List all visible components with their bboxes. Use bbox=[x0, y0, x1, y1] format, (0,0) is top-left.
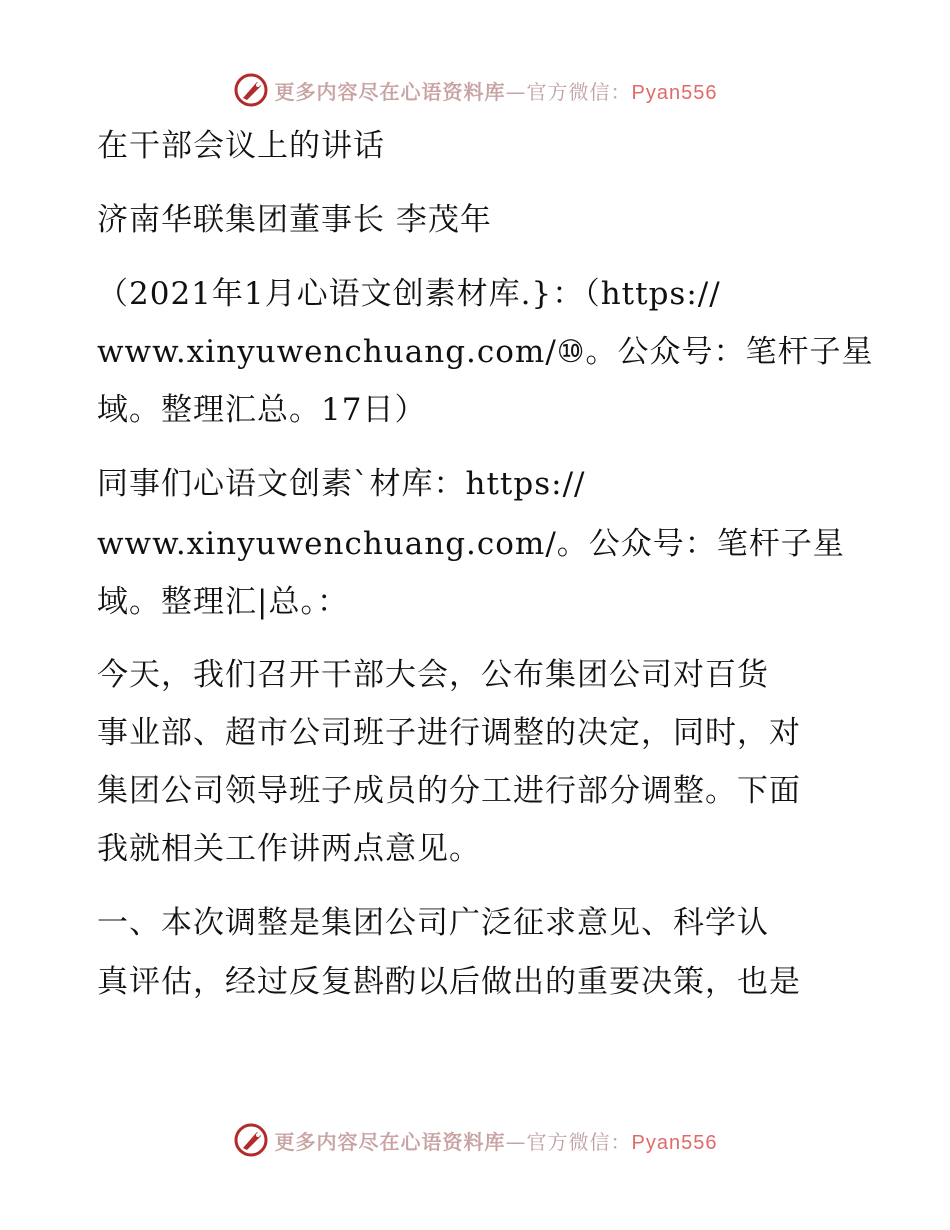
text-line: （2021年1月心语文创素材库.}：（https:// bbox=[97, 276, 721, 312]
text-line: www.xinyuwenchuang.com/⑩。公众号：笔杆子星 bbox=[97, 334, 874, 370]
document-title: 在干部会议上的讲话 bbox=[97, 128, 385, 164]
text-line: 域。整理汇总。17日） bbox=[97, 392, 427, 428]
text-line: 真评估，经过反复斟酌以后做出的重要决策，也是 bbox=[97, 964, 801, 1000]
text-line: 域。整理汇|总。： bbox=[97, 584, 349, 620]
watermark-text bbox=[275, 1126, 718, 1155]
footer-watermark bbox=[0, 1120, 950, 1160]
text-line: 集团公司领导班子成员的分工进行部分调整。下面 bbox=[97, 773, 801, 809]
text-line: 一、本次调整是集团公司广泛征求意见、科学认 bbox=[97, 905, 769, 941]
watermark-wechat-id: Pyan556 bbox=[631, 1131, 718, 1154]
pen-nib-icon bbox=[233, 1122, 269, 1158]
watermark-main: 更多内容尽在心语资料库 bbox=[274, 79, 506, 104]
text-line: 事业部、超市公司班子进行调整的决定，同时，对 bbox=[97, 715, 801, 751]
document-author: 济南华联集团董事长 李茂年 bbox=[97, 202, 492, 238]
watermark-wechat-id: Pyan556 bbox=[631, 81, 718, 104]
text-line: 今天，我们召开干部大会，公布集团公司对百货 bbox=[97, 657, 769, 693]
text-line: 同事们心语文创素`材库：https:// bbox=[97, 466, 586, 502]
watermark-label: 官方微信： bbox=[526, 79, 632, 104]
watermark-main: 更多内容尽在心语资料库 bbox=[274, 1129, 506, 1154]
text-line: www.xinyuwenchuang.com/。公众号：笔杆子星 bbox=[97, 526, 845, 562]
watermark-separator: — bbox=[505, 79, 527, 104]
header-watermark bbox=[0, 70, 950, 110]
pen-nib-icon bbox=[233, 72, 269, 108]
watermark-text bbox=[275, 76, 718, 105]
watermark-label: 官方微信： bbox=[526, 1129, 632, 1154]
watermark-separator: — bbox=[505, 1129, 527, 1154]
text-line: 我就相关工作讲两点意见。 bbox=[97, 831, 481, 867]
